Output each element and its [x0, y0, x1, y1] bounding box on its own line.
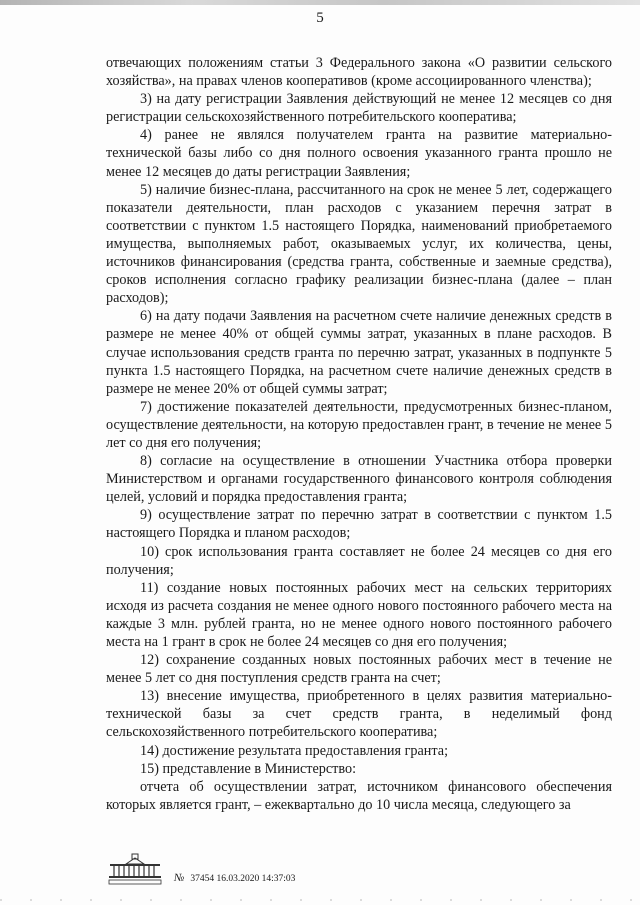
paragraph-item-5: 5) наличие бизнес-плана, рассчитанного на срок не менее 5 лет, содержащего показатели деятельности, план расходов с указанием перечня затрат в соответствии с пунктом 1.5 настоящего Порядка, наименований приобретаемого имущества, выполняемых работ, оказываемых услуг, их количества, цены, источников финансирования (средства гранта, собственные и заемные средства), сроков исполнения согласно графику реализации бизнес-плана (далее – план расходов);: [106, 181, 613, 307]
paragraph-continuation: отвечающих положениям статьи 3 Федерального закона «О развитии сельского хозяйства», на правах членов кооперативов (кроме ассоциированного членства);: [106, 55, 613, 90]
paragraph-report: отчета об осуществлении затрат, источником финансового обеспечения которых является грант, – ежеквартально до 10 числа месяца, следующего за: [106, 778, 612, 813]
document-body: [106, 54, 612, 814]
paragraph-item-11: 11) создание новых постоянных рабочих мест на сельских территориях исходя из расчета создания не менее одного нового постоянного рабочего места на каждые 3 млн. рублей гранта, но не менее одного нового постоянного рабочего места на 1 грант в срок не более 24 месяцев со дня его получения;: [106, 579, 612, 650]
scan-bottom-edge: [0, 899, 640, 901]
paragraph-item-10: 10) срок использования гранта составляет не более 24 месяцев со дня его получения;: [106, 543, 612, 578]
paragraph-item-15: 15) представление в Министерство:: [140, 760, 357, 777]
page-number: 5: [316, 10, 324, 26]
paragraph-item-14: 14) достижение результата предоставления гранта;: [140, 742, 449, 759]
paragraph-item-4: 4) ранее не являлся получателем гранта на развитие материально- технической базы либо со дня полного освоения указанного гранта прошло не менее 12 месяцев до даты регистрации Заявления;: [106, 127, 613, 180]
document-footer: [106, 852, 526, 892]
paragraph-item-6: 6) на дату подачи Заявления на расчетном счете наличие денежных средств в размере не менее 40% от общей суммы затрат, указанных в плане расходов. В случае использования средств гранта по перечню затрат, указанных в подпункте 5 пункта 1.5 настоящего Порядка, на расчетном счете наличие денежных средств в размере не менее 20% от общей суммы затрат;: [106, 308, 612, 397]
government-building-icon: [106, 852, 164, 886]
paragraph-item-13: 13) внесение имущества, приобретенного в целях развития материально-технической базы за счет средств гранта, в неделимый фонд сельскохозяйственного потребительского кооператива;: [106, 688, 613, 741]
paragraph-item-12: 12) сохранение созданных новых постоянных рабочих мест в течение не менее 5 лет со дня поступления средств гранта на счет;: [106, 652, 612, 687]
paragraph-item-7: 7) достижение показателей деятельности, предусмотренных бизнес-планом, осуществление деятельности, на которую предоставлен грант, в течение не менее 5 лет со дня его получения;: [106, 398, 612, 451]
paragraph-item-3: 3) на дату регистрации Заявления действующий не менее 12 месяцев со дня регистрации сельскохозяйственного потребительского кооператива;: [106, 91, 613, 126]
scan-top-edge: [0, 0, 640, 5]
registration-stamp: № 37454 16.03.2020 14:37:03: [174, 872, 296, 884]
paragraph-item-9: 9) осуществление затрат по перечню затрат в соответствии с пунктом 1.5 настоящего Порядка и планом расходов;: [106, 507, 612, 542]
paragraph-item-8: 8) согласие на осуществление в отношении Участника отбора проверки Министерством и органами государственного финансового контроля соблюдения целей, условий и порядка предоставления гранта;: [106, 453, 612, 506]
